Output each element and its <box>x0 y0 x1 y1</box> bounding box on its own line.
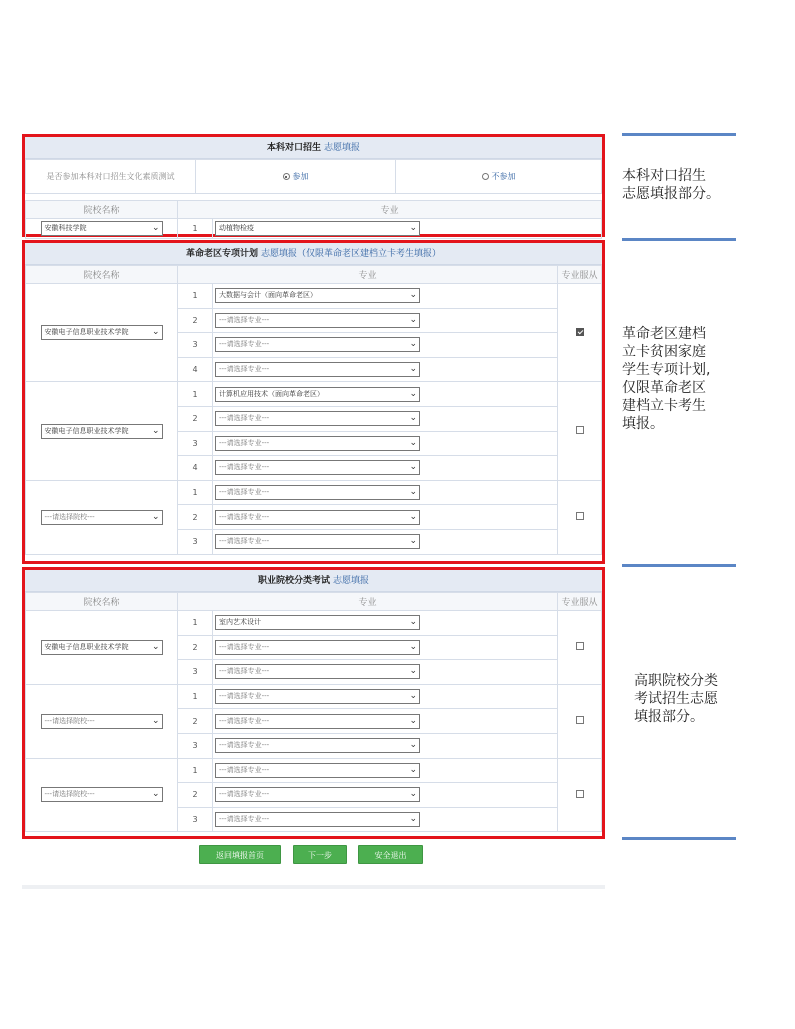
major-select[interactable]: 动植物检疫 ⌄ <box>215 221 420 236</box>
major-select[interactable]: ---请选择专业--- ⌄ <box>215 436 420 451</box>
major-select[interactable]: ---请选择专业--- ⌄ <box>215 640 420 655</box>
col-obey-header: 专业服从 <box>558 266 602 284</box>
chevron-down-icon: ⌄ <box>409 462 417 473</box>
radio-yes[interactable] <box>283 173 290 180</box>
chevron-down-icon: ⌄ <box>409 487 417 498</box>
section-title: 职业院校分类考试 志愿填报 <box>25 570 602 592</box>
col-obey-header: 专业服从 <box>558 593 602 611</box>
rank-number: 3 <box>178 807 213 832</box>
col-school-header: 院校名称 <box>26 593 178 611</box>
chevron-down-icon: ⌄ <box>409 413 417 424</box>
chevron-down-icon: ⌄ <box>151 715 160 726</box>
rank-number: 2 <box>178 635 213 660</box>
rank-number: 1 <box>178 758 213 783</box>
major-select[interactable]: ---请选择专业--- ⌄ <box>215 510 420 525</box>
chevron-down-icon: ⌄ <box>409 290 417 301</box>
test-question-label: 是否参加本科对口招生文化素质测试 <box>26 160 196 194</box>
chevron-down-icon: ⌄ <box>151 327 160 338</box>
rank-number: 1 <box>178 480 213 505</box>
major-select[interactable]: ---请选择专业--- ⌄ <box>215 460 420 475</box>
rank-number: 2 <box>178 505 213 530</box>
major-select[interactable]: ---请选择专业--- ⌄ <box>215 689 420 704</box>
rank-number: 1 <box>178 684 213 709</box>
major-select[interactable]: ---请选择专业--- ⌄ <box>215 664 420 679</box>
chevron-down-icon: ⌄ <box>409 764 417 775</box>
col-major-header: 专业 <box>178 593 558 611</box>
major-select[interactable]: ---请选择专业--- ⌄ <box>215 362 420 377</box>
chevron-down-icon: ⌄ <box>409 740 417 751</box>
section-vocational-exam <box>22 567 605 839</box>
major-select[interactable]: ---请选择专业--- ⌄ <box>215 337 420 352</box>
annotation-bachelor <box>622 167 720 203</box>
annotation-line: 填报。 <box>622 416 664 432</box>
chevron-down-icon: ⌄ <box>409 511 417 522</box>
rank-number: 3 <box>178 660 213 685</box>
col-school-header: 院校名称 <box>26 266 178 284</box>
obey-checkbox[interactable] <box>576 512 584 520</box>
rank-number: 2 <box>178 709 213 734</box>
annotation-line: 建档立卡考生 <box>622 398 706 414</box>
chevron-down-icon: ⌄ <box>409 536 417 547</box>
option-no[interactable]: 不参加 <box>396 160 602 194</box>
school-select[interactable]: 安徽科技学院 ⌄ <box>41 221 163 236</box>
school-select[interactable]: 安徽电子信息职业技术学院 ⌄ <box>41 640 163 655</box>
annotation-line: 革命老区建档 <box>622 326 706 342</box>
next-step-button[interactable]: 下一步 <box>293 845 347 864</box>
annotation-vocational <box>634 672 718 726</box>
rank-number: 3 <box>178 529 213 554</box>
major-select[interactable]: ---请选择专业--- ⌄ <box>215 411 420 426</box>
major-select[interactable]: ---请选择专业--- ⌄ <box>215 738 420 753</box>
annotation-bar <box>622 133 736 136</box>
major-select[interactable]: 计算机应用技术（面向革命老区） ⌄ <box>215 387 420 402</box>
col-school-header: 院校名称 <box>26 201 178 219</box>
school-select[interactable]: ---请选择院校--- ⌄ <box>41 510 163 525</box>
school-select[interactable]: ---请选择院校--- ⌄ <box>41 714 163 729</box>
radio-no[interactable] <box>482 173 489 180</box>
rank-number: 3 <box>178 431 213 456</box>
rank-number: 4 <box>178 357 213 382</box>
chevron-down-icon: ⌄ <box>409 617 417 628</box>
chevron-down-icon: ⌄ <box>409 364 417 375</box>
major-select[interactable]: ---请选择专业--- ⌄ <box>215 485 420 500</box>
divider <box>22 885 605 889</box>
section-bachelor-admission <box>22 134 605 237</box>
chevron-down-icon: ⌄ <box>409 715 417 726</box>
chevron-down-icon: ⌄ <box>409 388 417 399</box>
annotation-bar <box>622 837 736 840</box>
major-select[interactable]: 室内艺术设计 ⌄ <box>215 615 420 630</box>
obey-checkbox[interactable] <box>576 328 584 336</box>
chevron-down-icon: ⌄ <box>409 223 417 233</box>
annotation-line: 仅限革命老区 <box>622 380 706 396</box>
major-select[interactable]: ---请选择专业--- ⌄ <box>215 313 420 328</box>
chevron-down-icon: ⌄ <box>151 425 160 436</box>
annotation-revolution <box>622 325 710 433</box>
major-select[interactable]: ---请选择专业--- ⌄ <box>215 714 420 729</box>
chevron-down-icon: ⌄ <box>409 339 417 350</box>
major-select[interactable]: ---请选择专业--- ⌄ <box>215 763 420 778</box>
chevron-down-icon: ⌄ <box>151 789 160 800</box>
annotation-line: 考试招生志愿 <box>634 691 718 707</box>
rank-number: 1 <box>178 382 213 407</box>
annotation-line: 学生专项计划, <box>622 362 711 378</box>
annotation-line: 高职院校分类 <box>634 673 718 689</box>
chevron-down-icon: ⌄ <box>151 511 160 522</box>
chevron-down-icon: ⌄ <box>409 814 417 825</box>
chevron-down-icon: ⌄ <box>409 314 417 325</box>
school-select[interactable]: 安徽电子信息职业技术学院 ⌄ <box>41 325 163 340</box>
section-title: 革命老区专项计划 志愿填报（仅限革命老区建档立卡考生填报） <box>25 243 602 265</box>
obey-checkbox[interactable] <box>576 642 584 650</box>
rank-number: 2 <box>178 783 213 808</box>
annotation-line: 志愿填报部分。 <box>622 186 720 202</box>
rank-number: 4 <box>178 456 213 481</box>
obey-checkbox[interactable] <box>576 790 584 798</box>
rank-number: 2 <box>178 406 213 431</box>
chevron-down-icon: ⌄ <box>409 641 417 652</box>
annotation-bar <box>622 238 736 241</box>
section-revolution-area <box>22 240 605 564</box>
rank-number: 2 <box>178 308 213 333</box>
chevron-down-icon: ⌄ <box>409 691 417 702</box>
major-select[interactable]: ---请选择专业--- ⌄ <box>215 787 420 802</box>
section-title: 本科对口招生 志愿填报 <box>25 137 602 159</box>
col-major-header: 专业 <box>178 266 558 284</box>
school-select[interactable]: 安徽电子信息职业技术学院 ⌄ <box>41 424 163 439</box>
annotation-line: 本科对口招生 <box>622 168 706 184</box>
col-major-header: 专业 <box>178 201 602 219</box>
chevron-down-icon: ⌄ <box>151 641 160 652</box>
rank-number: 3 <box>178 733 213 758</box>
option-yes[interactable]: 参加 <box>196 160 396 194</box>
back-to-home-button[interactable]: 返回填报首页 <box>199 845 281 864</box>
rank-number: 1 <box>178 611 213 636</box>
annotation-line: 立卡贫困家庭 <box>622 344 706 360</box>
obey-checkbox[interactable] <box>576 716 584 724</box>
annotation-bar <box>622 564 736 567</box>
chevron-down-icon: ⌄ <box>151 223 160 233</box>
major-select[interactable]: ---请选择专业--- ⌄ <box>215 534 420 549</box>
major-select[interactable]: ---请选择专业--- ⌄ <box>215 812 420 827</box>
major-select[interactable]: 大数据与会计（面向革命老区） ⌄ <box>215 288 420 303</box>
rank-number: 3 <box>178 333 213 358</box>
obey-checkbox[interactable] <box>576 426 584 434</box>
chevron-down-icon: ⌄ <box>409 789 417 800</box>
rank-number: 1 <box>178 219 213 239</box>
annotation-line: 填报部分。 <box>634 709 704 725</box>
chevron-down-icon: ⌄ <box>409 666 417 677</box>
chevron-down-icon: ⌄ <box>409 437 417 448</box>
rank-number: 1 <box>178 284 213 309</box>
safe-exit-button[interactable]: 安全退出 <box>358 845 423 864</box>
school-select[interactable]: ---请选择院校--- ⌄ <box>41 787 163 802</box>
